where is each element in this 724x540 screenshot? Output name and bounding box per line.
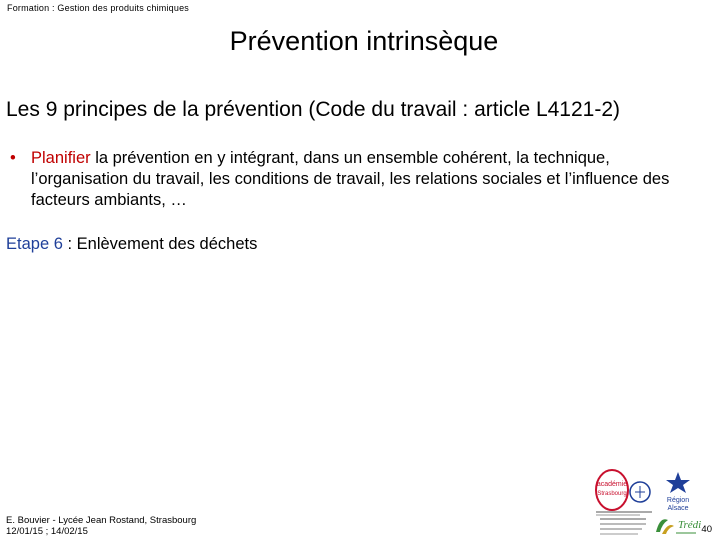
- svg-text:Trédi: Trédi: [678, 519, 702, 531]
- svg-text:Région: Région: [666, 497, 690, 504]
- slide-subtitle: Les 9 principes de la prévention (Code du travail : article L4121-2): [6, 98, 621, 121]
- bullet-item: [10, 148, 700, 211]
- ministry-logo: [598, 515, 648, 537]
- slide-footer: [6, 515, 196, 537]
- slide-title: Prévention intrinsèque: [229, 26, 499, 56]
- svg-text:Alsace: Alsace: [667, 505, 689, 512]
- svg-text:académie: académie: [596, 481, 628, 488]
- tredi-logo: [652, 512, 702, 538]
- slide-header: Formation : Gestion des produits chimiques: [7, 3, 189, 13]
- step-description: : Enlèvement des déchets: [62, 235, 258, 253]
- region-alsace-logo: [660, 470, 696, 512]
- bullet-keyword: Planifier: [31, 149, 91, 167]
- step-line: [6, 235, 257, 254]
- footer-dates: 12/01/15 ; 14/02/15: [6, 526, 88, 537]
- bullet-marker: •: [10, 149, 16, 167]
- bullet-rest: la prévention en y intégrant, dans un ensemble cohérent, la technique, l’organisation du travail, les conditions de travail, les relations sociales et l’influence des facteurs ambiants, …: [31, 149, 670, 209]
- footer-author: E. Bouvier - Lycée Jean Rostand, Strasbourg: [6, 515, 197, 526]
- bullet-text: [31, 148, 700, 211]
- svg-text:Strasbourg: Strasbourg: [597, 491, 627, 497]
- strasbourg-academy-logo: [590, 468, 658, 518]
- page-number: 40: [701, 524, 712, 535]
- step-label: Etape 6: [6, 235, 63, 253]
